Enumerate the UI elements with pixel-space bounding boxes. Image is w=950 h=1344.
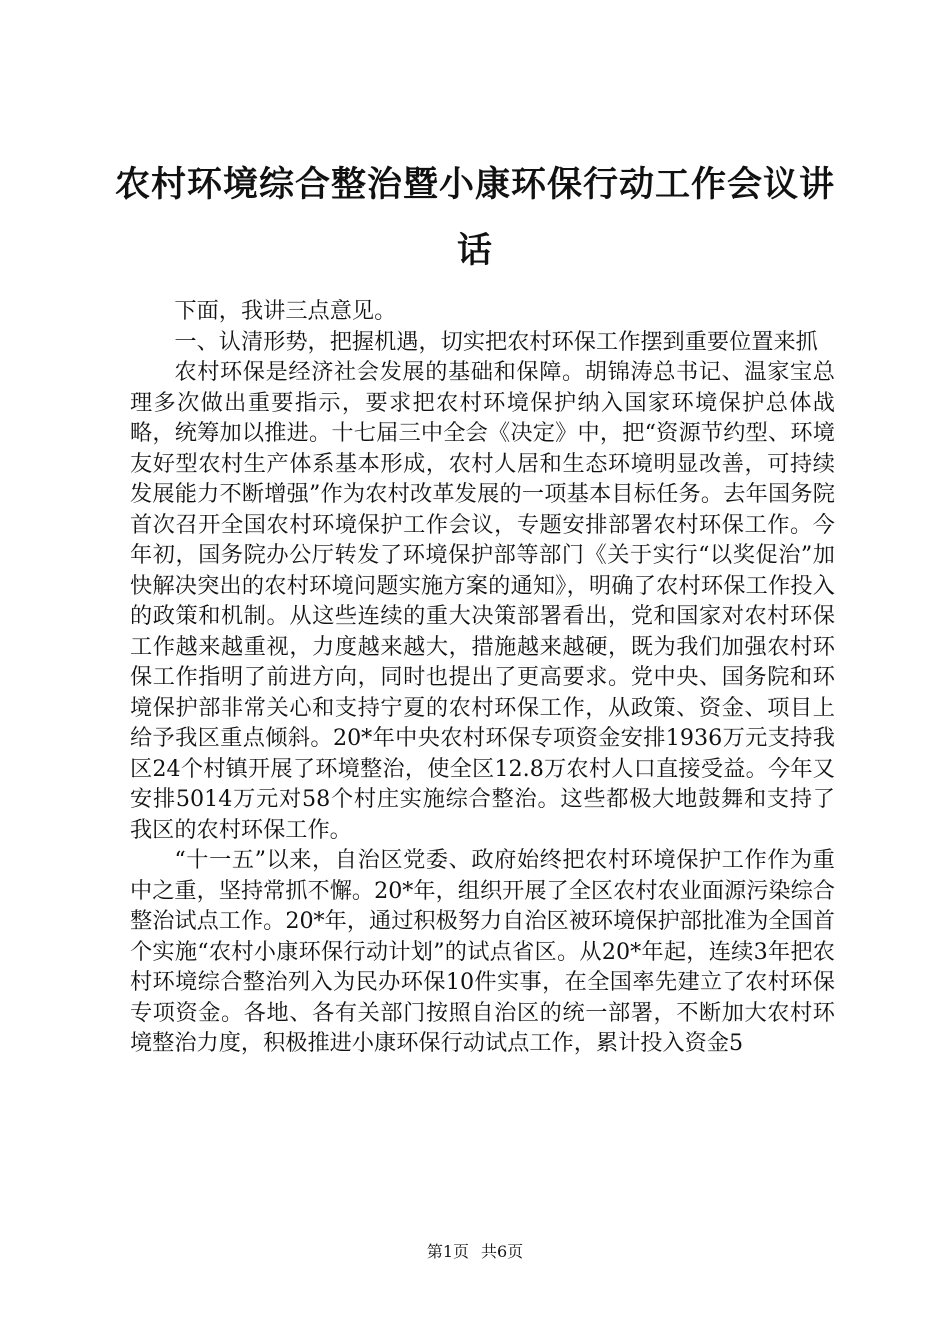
paragraph: “十一五”以来，自治区党委、政府始终把农村环境保护工作作为重中之重，坚持常抓不懈。20*年，组织开展了全区农村农业面源污染综合整治试点工作。20*年，通过积极努力自治区被环境保护部批准为全国首个实施“农村小康环保行动计划”的试点省区。从20*年起，连续3年把农村环境综合整治列入为民办环保10件实事，在全国率先建立了农村环保专项资金。各地、各有关部门按照自治区的统一部署，不断加大农村环境整治力度，积极推进小康环保行动试点工作，累计投入资金5 — [130, 847, 835, 1056]
page-number: 第1页 — [426, 1242, 469, 1261]
document-body — [130, 296, 835, 1059]
page-footer — [0, 1240, 950, 1264]
paragraph: 下面，我讲三点意见。 — [174, 298, 397, 324]
document-title: 农村环境综合整治暨小康环保行动工作会议讲话 — [114, 164, 835, 271]
section-heading: 一、认清形势，把握机遇，切实把农村环保工作摆到重要位置来抓 — [174, 328, 818, 355]
paragraph: 农村环保是经济社会发展的基础和保障。胡锦涛总书记、温家宝总理多次做出重要指示，要求把农村环境保护纳入国家环境保护总体战略，统筹加以推进。十七届三中全会《决定》中，把“资源节约型、环境友好型农村生产体系基本形成，农村人居和生态环境明显改善，可持续发展能力不断增强”作为农村改革发展的一项基本目标任务。去年国务院首次召开全国农村环境保护工作会议，专题安排部署农村环保工作。今年初，国务院办公厅转发了环境保护部等部门《关于实行“以奖促治”加快解决突出的农村环境问题实施方案的通知》，明确了农村环保工作投入的政策和机制。从这些连续的重大决策部署看出，党和国家对农村环保工作越来越重视，力度越来越大，措施越来越硬，既为我们加强农村环保工作指明了前进方向，同时也提出了更高要求。党中央、国务院和环境保护部非常关心和支持宁夏的农村环保工作，从政策、资金、项目上给予我区重点倾斜。20*年中央农村环保专项资金安排1936万元支持我区24个村镇开展了环境整治，使全区12.8万农村人口直接受益。今年又安排5014万元对58个村庄实施综合整治。这些都极大地鼓舞和支持了我区的农村环保工作。 — [130, 359, 835, 843]
page-total: 共6页 — [481, 1242, 524, 1261]
